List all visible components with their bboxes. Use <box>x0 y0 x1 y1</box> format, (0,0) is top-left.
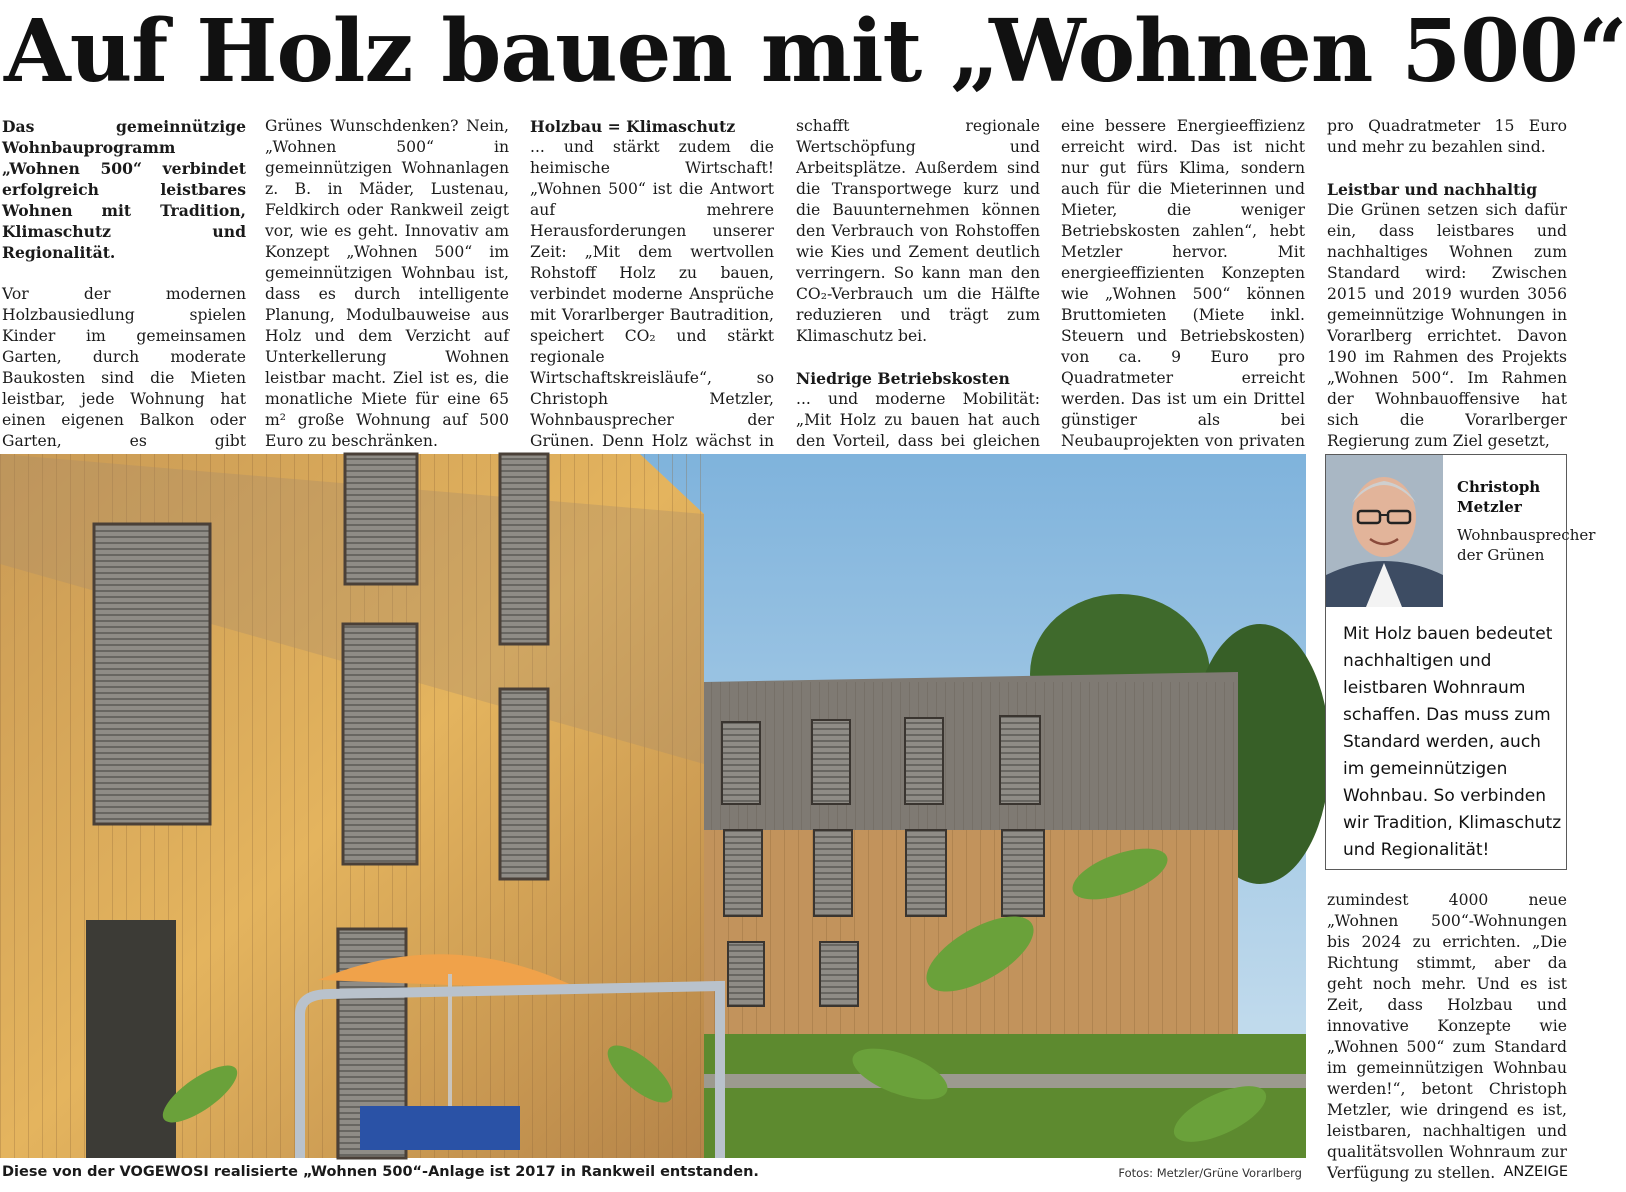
body-paragraph: Vor der modernen Holzbausiedlung spielen Kinder im gemeinsamen Garten, durch moderate Baukosten sind die Mieten leistbar, jede Wohnung hat einen eigenen Balkon oder Garten, es gibt <box>2 285 246 450</box>
portrait-photo <box>1326 455 1443 607</box>
article-column-2 <box>265 116 509 452</box>
photo-credit: Fotos: Metzler/Grüne Vorarlberg <box>1118 1166 1302 1180</box>
body-paragraph: schafft regionale Wertschöpfung und Arbeitsplätze. Außerdem sind die Transportwege kurz und die Bauunternehmen können den Verbrauch von Rohstoffen wie Kies und Zement deutlich verringern. So kann man den CO₂-Verbrauch um die Hälfte reduzieren und trägt zum Klimaschutz bei. <box>796 117 1040 345</box>
body-paragraph: pro Quadratmeter 15 Euro und mehr zu bezahlen sind. <box>1327 117 1567 156</box>
subheading-betriebskosten: Niedrige Betriebskosten <box>796 369 1010 388</box>
housing-photo <box>0 454 1306 1158</box>
headline: Auf Holz bauen mit „Wohnen 500“ <box>4 1 1626 102</box>
subheading-holzbau: Holzbau = Klimaschutz <box>530 117 736 136</box>
advertisement-label: ANZEIGE <box>1503 1164 1568 1180</box>
quote-box <box>1325 454 1596 870</box>
article-column-5 <box>1061 116 1305 494</box>
body-paragraph: zumindest 4000 neue „Wohnen 500“-Wohnungen bis 2024 zu errichten. „Die Richtung stimmt, aber da geht noch mehr. Und es ist Zeit, dass Holzbau und innovative Konzepte wie „Wohnen 500“ zum Standard im gemeinnützigen Wohnbau werden!“, betont Christoph Metzler, wie dringend es ist, leistbaren, nachhaltigen und qualitätsvollen Wohnraum zur Verfügung zu stellen. <box>1327 891 1567 1182</box>
body-paragraph: eine bessere Energieeffizienz erreicht wird. Das ist nicht nur gut fürs Klima, sondern auch für die Mieterinnen und Mieter, die weniger Betriebskosten zahlen“, hebt Metzler hervor. Mit energieeffizienten Konzepten wie „Wohnen 500“ können Bruttomieten (Miete inkl. Steuern und Betriebskosten) von ca. 9 Euro pro Quadratmeter erreicht werden. Das ist um ein Drittel günstiger als bei Neubauprojekten von privaten <box>1061 117 1305 450</box>
pull-quote: Mit Holz bauen bedeutet nachhaltigen und leistbaren Wohnraum schaffen. Das muss zum Standard werden, auch im gemeinnützigen Wohnbau. So verbinden wir Tradition, Klimaschutz und Regionalität! <box>1343 624 1562 860</box>
article-column-6-continued <box>1327 890 1567 1184</box>
article-column-6 <box>1327 116 1567 452</box>
subheading-leistbar: Leistbar und nachhaltig <box>1327 180 1538 199</box>
article-column-4 <box>796 116 1040 473</box>
body-paragraph: ... und stärkt zudem die heimische Wirtschaft! „Wohnen 500“ ist die Antwort auf mehrere Herausforderungen unserer Zeit: „Mit dem wertvollen Rohstoff Holz zu bauen, verbindet moderne Ansprüche mit Vorarlberger Bautradition, speichert CO₂ und stärkt regionale Wirtschaftskreisläufe“, so Christoph Metzler, Wohnbausprecher der Grünen. Denn Holz wächst in <box>530 138 774 450</box>
body-paragraph: Grünes Wunschdenken? Nein, „Wohnen 500“ in gemeinnützigen Wohnanlagen z. B. in Mäder, Lustenau, Feldkirch oder Rankweil zeigt vor, wie es geht. Innovativ am Konzept „Wohnen 500“ im gemeinnützigen Wohnbau ist, dass es durch intelligente Planung, Modulbauweise aus Holz und dem Verzicht auf Unterkellerung Wohnen leistbar macht. Ziel ist es, die monatliche Miete für eine 65 m² große Wohnung auf 500 Euro zu beschränken. <box>265 117 509 450</box>
person-name: Christoph Metzler <box>1457 478 1541 516</box>
body-paragraph: ... und moderne Mobilität: „Mit Holz zu bauen hat auch den Vorteil, dass bei gleichen <box>796 390 1040 450</box>
photo-caption: Diese von der VOGEWOSI realisierte „Wohnen 500“-Anlage ist 2017 in Rankweil entstanden. <box>2 1164 759 1180</box>
body-paragraph: Die Grünen setzen sich dafür ein, dass leistbares und nachhaltiges Wohnen zum Standard wird: Zwischen 2015 und 2019 wurden 3056 gemeinnützige Wohnungen in Vorarlberg errichtet. Davon 190 im Rahmen des Projekts „Wohnen 500“. Im Rahmen der Wohnbauoffensive hat sich die Vorarlberger Regierung zum Ziel gesetzt, <box>1327 201 1567 450</box>
lead-paragraph: Das gemeinnützige Wohnbauprogramm „Wohnen 500“ verbindet erfolgreich leistbares Wohnen mit Tradition, Klimaschutz und Regionalität. <box>2 117 246 262</box>
person-role: Wohnbausprecher der Grünen <box>1457 526 1596 564</box>
